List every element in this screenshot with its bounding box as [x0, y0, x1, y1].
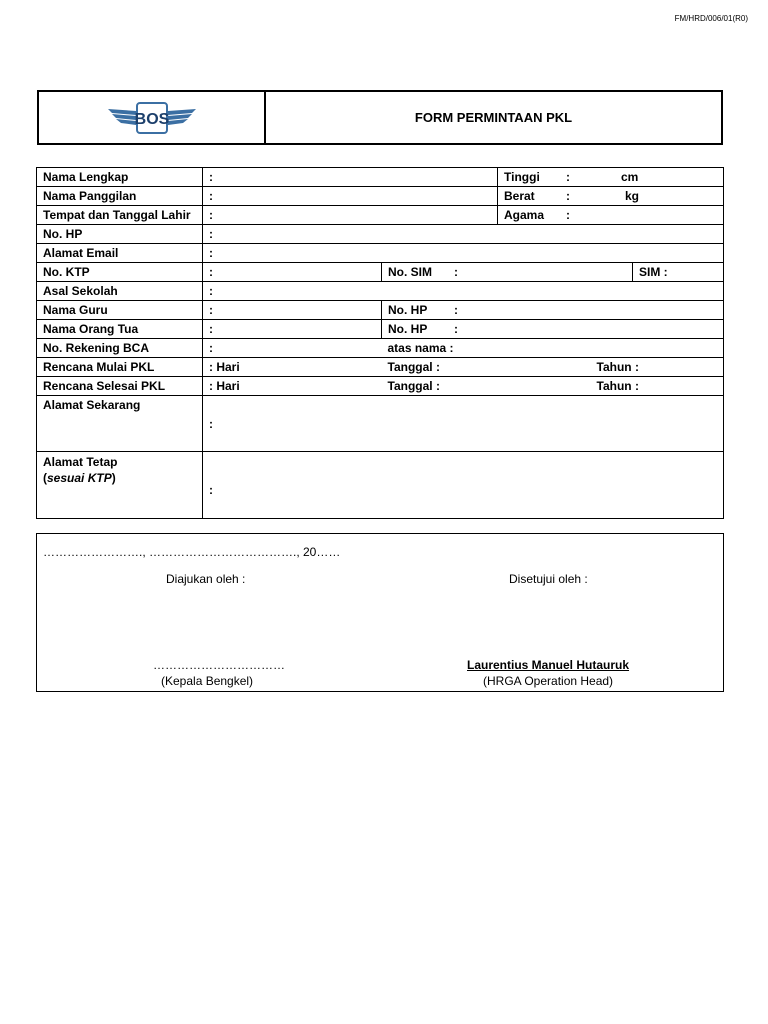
field-selesai-hari[interactable]: : Hari	[203, 377, 382, 396]
row-no-hp	[37, 225, 724, 244]
colon-agama: :	[566, 208, 570, 222]
field-nama-guru[interactable]: :	[203, 301, 382, 320]
label-berat: Berat	[504, 189, 535, 203]
label-tinggi: Tinggi	[504, 170, 540, 184]
label-no-hp: No. HP	[37, 225, 203, 244]
field-no-hp-guru[interactable]	[382, 301, 724, 320]
hrga-label: (HRGA Operation Head)	[483, 674, 614, 688]
row-alamat-tetap	[37, 452, 724, 519]
label-alamat-sekarang: Alamat Sekarang	[37, 396, 203, 452]
field-nama-panggilan[interactable]: :	[203, 187, 498, 206]
row-nama-ortu	[37, 320, 724, 339]
label-email: Alamat Email	[37, 244, 203, 263]
approver-name: Laurentius Manuel Hutauruk	[467, 658, 630, 672]
diajukan-label: Diajukan oleh :	[166, 572, 246, 586]
place-date-line[interactable]: ……………………., ………………………………., 20……	[43, 545, 341, 559]
row-rekening	[37, 339, 724, 358]
label-no-hp-guru: No. HP	[388, 303, 428, 317]
label-no-hp-ortu: No. HP	[388, 322, 428, 336]
field-email[interactable]: :	[203, 244, 724, 263]
label-no-sim: No. SIM	[388, 265, 432, 279]
label-sesuai-ktp: (sesuai KTP)	[43, 471, 116, 485]
field-no-hp[interactable]: :	[203, 225, 724, 244]
label-nama-guru: Nama Guru	[37, 301, 203, 320]
row-nama-guru	[37, 301, 724, 320]
field-no-sim[interactable]	[382, 263, 633, 282]
field-mulai-tahun[interactable]: Tahun :	[597, 358, 688, 377]
field-ttl[interactable]: :	[203, 206, 498, 225]
form-header	[37, 90, 723, 145]
signature-box	[36, 533, 724, 692]
colon-berat: :	[566, 189, 570, 203]
document-code: FM/HRD/006/01(R0)	[674, 14, 748, 23]
field-no-hp-ortu[interactable]	[382, 320, 724, 339]
signature-line-kepala[interactable]: ……………………………	[153, 658, 285, 672]
label-agama: Agama	[504, 208, 545, 222]
field-asal-sekolah[interactable]: :	[203, 282, 724, 301]
row-asal-sekolah	[37, 282, 724, 301]
company-logo	[106, 101, 198, 135]
field-no-rek[interactable]: :	[203, 339, 382, 358]
row-ttl	[37, 206, 724, 225]
unit-kg: kg	[625, 189, 640, 203]
label-no-ktp: No. KTP	[37, 263, 203, 282]
label-no-rek: No. Rekening BCA	[37, 339, 203, 358]
logo-cell	[39, 92, 266, 143]
sesuai-ktp-text: sesuai KTP	[47, 471, 112, 485]
label-nama-ortu: Nama Orang Tua	[37, 320, 203, 339]
field-alamat-tetap[interactable]: :	[203, 452, 724, 519]
field-berat[interactable]	[498, 187, 724, 206]
field-mulai-tanggal[interactable]: Tanggal :	[382, 358, 633, 377]
label-mulai: Rencana Mulai PKL	[37, 358, 203, 377]
field-tinggi[interactable]	[498, 168, 724, 187]
row-email	[37, 244, 724, 263]
row-nama-panggilan	[37, 187, 724, 206]
field-sim[interactable]: SIM :	[633, 263, 724, 282]
unit-cm: cm	[621, 170, 639, 184]
row-ktp	[37, 263, 724, 282]
applicant-form-table	[36, 167, 724, 519]
label-nama-lengkap: Nama Lengkap	[37, 168, 203, 187]
label-alamat-tetap-text: Alamat Tetap	[43, 455, 118, 469]
row-rencana-mulai	[37, 358, 724, 377]
colon-no-hp-guru: :	[454, 303, 458, 317]
field-selesai-tahun[interactable]: Tahun :	[597, 377, 688, 396]
label-asal-sekolah: Asal Sekolah	[37, 282, 203, 301]
colon-no-sim: :	[454, 265, 458, 279]
disetujui-label: Disetujui oleh :	[509, 572, 588, 586]
form-title: FORM PERMINTAAN PKL	[414, 110, 573, 125]
row-rencana-selesai	[37, 377, 724, 396]
label-alamat-tetap	[37, 452, 203, 519]
label-ttl: Tempat dan Tanggal Lahir	[37, 206, 203, 225]
colon-tinggi: :	[566, 170, 570, 184]
field-nama-lengkap[interactable]: :	[203, 168, 498, 187]
colon-no-hp-ortu: :	[454, 322, 458, 336]
kepala-bengkel-label: (Kepala Bengkel)	[161, 674, 254, 688]
field-nama-ortu[interactable]: :	[203, 320, 382, 339]
field-selesai-tanggal[interactable]: Tanggal :	[382, 377, 633, 396]
field-atas-nama[interactable]: atas nama :	[382, 339, 724, 358]
field-no-ktp[interactable]: :	[203, 263, 382, 282]
label-nama-panggilan: Nama Panggilan	[37, 187, 203, 206]
row-nama-lengkap	[37, 168, 724, 187]
field-agama[interactable]	[498, 206, 724, 225]
row-alamat-sekarang	[37, 396, 724, 452]
field-mulai-hari[interactable]: : Hari	[203, 358, 382, 377]
label-selesai: Rencana Selesai PKL	[37, 377, 203, 396]
field-alamat-sekarang[interactable]: :	[203, 396, 724, 452]
logo-text: BOS	[134, 110, 169, 128]
